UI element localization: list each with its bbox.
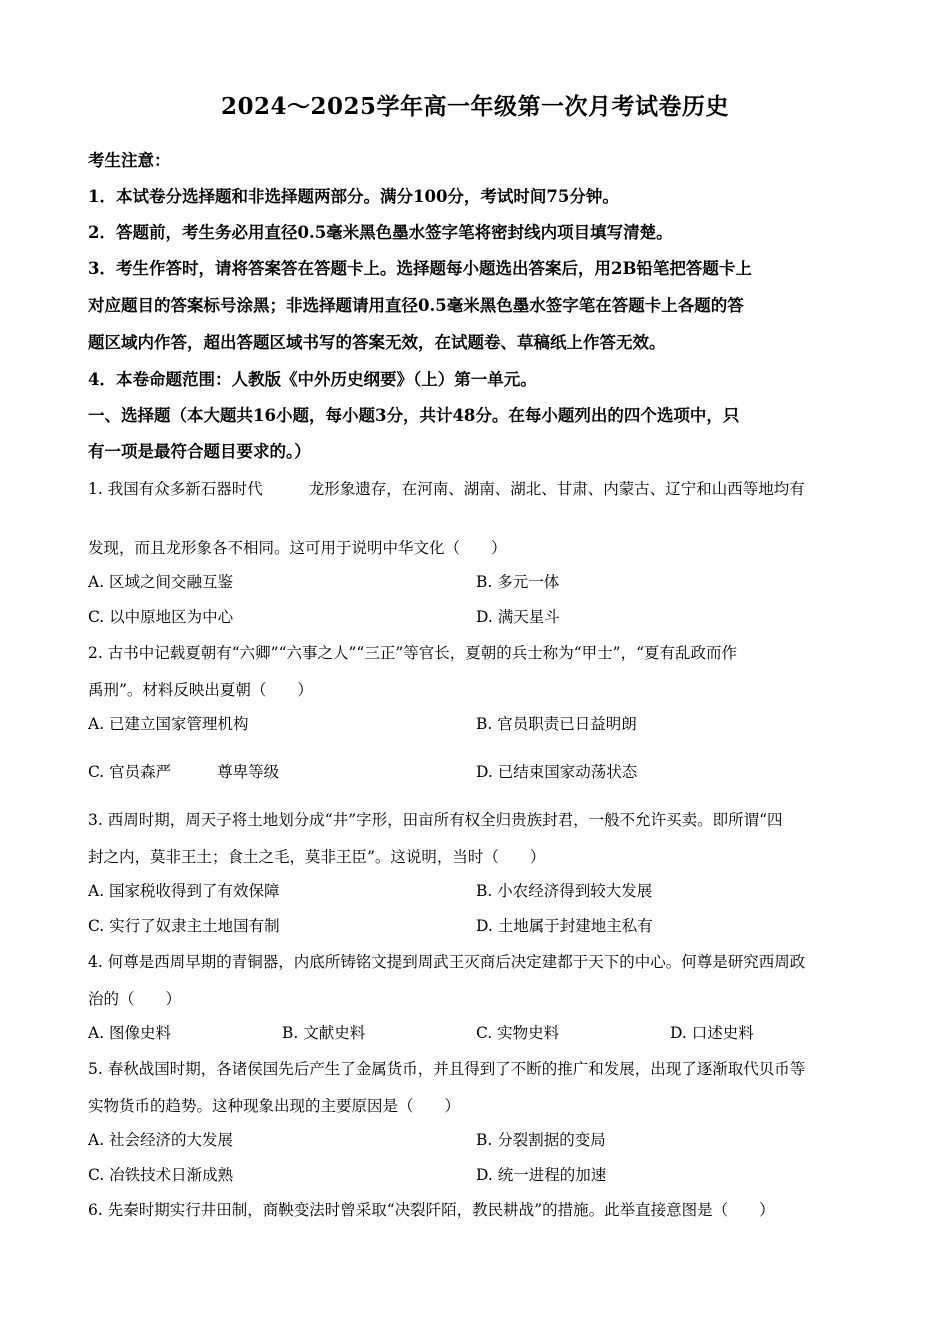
notice-line-3a: 3．考生作答时，请将答案答在答题卡上。选择题每小题选出答案后，用2B铅笔把答题卡上 [88, 259, 752, 278]
question-2-option-b[interactable]: B. 官员职责已日益明朗 [476, 715, 637, 733]
question-1-option-d[interactable]: D. 满天星斗 [476, 608, 560, 626]
question-1-stem-part2: 龙形象遗存，在河南、湖南、湖北、甘肃、内蒙古、辽宁和山西等地均有 [308, 480, 805, 498]
section-heading-b: 有一项是最符合题目要求的。） [88, 442, 311, 461]
notice-line-4: 4．本卷命题范围：人教版《中外历史纲要》（上）第一单元。 [88, 370, 537, 389]
question-4-stem-line2: 治的（ ） [88, 990, 182, 1008]
question-3-option-d[interactable]: D. 土地属于封建地主私有 [476, 917, 653, 935]
notice-heading: 考生注意： [88, 151, 171, 170]
question-2-option-a[interactable]: A. 已建立国家管理机构 [88, 715, 249, 733]
exam-title: 2024～2025学年高一年级第一次月考试卷历史 [220, 93, 730, 120]
notice-line-3c: 题区域内作答，超出答题区域书写的答案无效，在试题卷、草稿纸上作答无效。 [88, 333, 666, 352]
question-4-option-c[interactable]: C. 实物史料 [476, 1024, 560, 1042]
question-5-option-b[interactable]: B. 分裂割据的变局 [476, 1131, 606, 1149]
question-3-option-a[interactable]: A. 国家税收得到了有效保障 [88, 882, 280, 900]
question-3-option-c[interactable]: C. 实行了奴隶主土地国有制 [88, 917, 280, 935]
question-5-option-a[interactable]: A. 社会经济的大发展 [88, 1131, 234, 1149]
question-5-option-c[interactable]: C. 冶铁技术日渐成熟 [88, 1166, 234, 1184]
question-6-stem-line1: 6. 先秦时期实行井田制，商鞅变法时曾采取“决裂阡陌，教民耕战”的措施。此举直接意图是（ ） [88, 1201, 775, 1219]
question-2-option-d[interactable]: D. 已结束国家动荡状态 [476, 763, 638, 781]
question-5-stem-line2: 实物货币的趋势。这种现象出现的主要原因是（ ） [88, 1097, 461, 1115]
question-2-option-c-part1: C. 官员森严 [88, 763, 172, 781]
question-2-stem-line1: 2. 古书中记载夏朝有“六卿”“六事之人”“三正”等官长，夏朝的兵士称为“甲士”，“夏有乱政而作 [88, 644, 738, 662]
question-5-option-d[interactable]: D. 统一进程的加速 [476, 1166, 607, 1184]
question-1-stem-line2: 发现，而且龙形象各不相同。这可用于说明中华文化（ ） [88, 539, 507, 557]
notice-line-1: 1．本试卷分选择题和非选择题两部分。满分100分，考试时间75分钟。 [88, 187, 619, 206]
question-2-stem-line2: 禹刑”。材料反映出夏朝（ ） [88, 681, 313, 699]
question-1-stem [88, 477, 878, 499]
question-3-option-b[interactable]: B. 小农经济得到较大发展 [476, 882, 653, 900]
question-5-stem-line1: 5. 春秋战国时期，各诸侯国先后产生了金属货币，并且得到了不断的推广和发展，出现了逐渐取代贝币等 [88, 1060, 806, 1078]
notice-line-2: 2．答题前，考生务必用直径0.5毫米黑色墨水签字笔将密封线内项目填写清楚。 [88, 223, 673, 242]
question-2-option-c-part2: 尊卑等级 [217, 763, 280, 781]
question-1-option-b[interactable]: B. 多元一体 [476, 573, 560, 591]
question-4-option-b[interactable]: B. 文献史料 [282, 1024, 366, 1042]
question-3-stem-line2: 封之内，莫非王土；食土之毛，莫非王臣”。这说明，当时（ ） [88, 848, 546, 866]
question-4-option-a[interactable]: A. 图像史料 [88, 1024, 172, 1042]
question-2-option-c[interactable] [88, 760, 279, 782]
question-1-option-a[interactable]: A. 区域之间交融互鉴 [88, 573, 234, 591]
section-heading-a: 一、选择题（本大题共16小题，每小题3分，共计48分。在每小题列出的四个选项中，只 [88, 406, 740, 425]
notice-line-3b: 对应题目的答案标号涂黑；非选择题请用直径0.5毫米黑色墨水签字笔在答题卡上各题的答 [88, 296, 744, 315]
question-1-stem-part1: 1. 我国有众多新石器时代 [88, 480, 263, 498]
question-3-stem-line1: 3. 西周时期，周天子将土地划分成“井”字形，田亩所有权全归贵族封君，一般不允许买卖。即所谓“四 [88, 811, 783, 829]
question-1-option-c[interactable]: C. 以中原地区为中心 [88, 608, 234, 626]
question-4-option-d[interactable]: D. 口述史料 [670, 1024, 754, 1042]
question-4-stem-line1: 4. 何尊是西周早期的青铜器，内底所铸铭文提到周武王灭商后决定建都于天下的中心。何尊是研究西周政 [88, 953, 806, 971]
